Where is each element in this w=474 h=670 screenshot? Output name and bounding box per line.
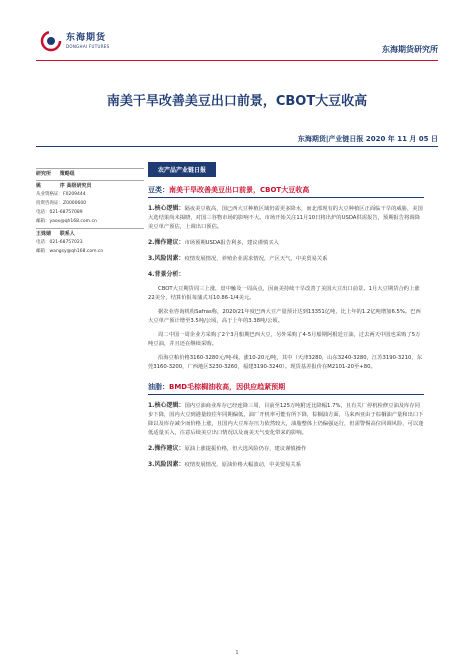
- report-meta: 东海期货|产业链日报 2020 年 11 月 05 日: [297, 135, 438, 143]
- logo-mark-icon: [40, 30, 62, 52]
- header-institute: 东海期货研究所: [382, 45, 438, 54]
- oil-item-2-num: 2.: [148, 445, 155, 452]
- soybean-para-1: CBOT大豆期货周三上涨，盘中触及一周高点，因南美持续干旱改善了美国大豆出口前景。1月大豆期货合约上涨22美分，结算价报每蒲式耳10.86-1/4美元。: [148, 286, 420, 301]
- page-title: 南美干旱改善美豆出口前景，CBOT大豆收高: [106, 94, 368, 109]
- section-oil-title: [148, 382, 424, 395]
- section-soybean-prefix: 豆类：: [148, 186, 169, 194]
- soybean-item-1-key: 核心逻辑：: [154, 205, 185, 212]
- oil-item-1-key: 核心逻辑：: [154, 402, 185, 409]
- page-header: [22, 30, 452, 58]
- author-sidebar: [36, 166, 144, 256]
- researcher-1-row: [36, 180, 144, 190]
- oil-item-3-key: 风险因素：: [154, 461, 185, 468]
- soybean-para-4: 沿海豆粕价格3160-3280元/吨-线，涨10-20元/吨，其中（天津3280，山东3240-3280，江苏3190-3210，东莞3160-3200，广西地区3230-3260，福建3190-3240）。现货基差报价在M2101-20至+80。: [148, 355, 422, 370]
- meta-divider: [36, 146, 438, 147]
- dept-row: [36, 168, 144, 178]
- soybean-core-logic: [148, 204, 424, 232]
- report-tag: 农产品产业链日报: [148, 162, 216, 177]
- researcher-1-phone: 电话：021-68757089: [36, 210, 83, 215]
- section-oil-heading: BMD毛棕榈油收高，因供应趋紧预期: [169, 383, 286, 391]
- header-divider: [36, 60, 438, 61]
- soybean-item-2-text: 市场预期USDA报告利多，建议谨慎买入: [184, 240, 279, 246]
- soybean-item-2-key: 操作建议：: [154, 239, 185, 246]
- logo-en-text: DONGHAI FUTURES: [66, 43, 110, 49]
- soybean-item-4-num: 4.: [148, 271, 155, 278]
- section-oil-prefix: 油脂：: [148, 383, 169, 391]
- researcher-1-email[interactable]: 邮箱：yaox@qh168.com.cn: [36, 219, 97, 224]
- soybean-advice: [148, 238, 424, 248]
- oil-advice: [148, 444, 424, 454]
- researcher-1-role: 序 高级研究员: [59, 183, 92, 189]
- dept-value: 策略组: [59, 171, 75, 177]
- soybean-background: [148, 270, 424, 280]
- section-soybean-heading: 南美干旱改善美豆出口前景，CBOT大豆收高: [169, 186, 310, 194]
- soybean-risk: [148, 254, 424, 264]
- logo-cn-text: 东海期货: [66, 32, 107, 43]
- page-number: 1: [235, 650, 239, 656]
- main-content: [148, 162, 424, 470]
- soybean-item-2-num: 2.: [148, 239, 155, 246]
- researcher-1-name: 姚: [36, 183, 42, 189]
- researcher-2-name: 王姝婧: [36, 231, 52, 237]
- section-soybean-title: [148, 185, 424, 198]
- researcher-1-advisor: 投资咨询证：Z0000600: [36, 201, 87, 206]
- oil-risk: [148, 460, 424, 470]
- oil-core-logic: [148, 401, 424, 438]
- researcher-2-role: 联系人: [59, 231, 75, 237]
- soybean-item-3-key: 风险因素：: [154, 255, 185, 262]
- soybean-para-3: 周二中国一周企业方采购了2个3月船期巴西大豆，另外采购了4-5月船期阿根廷豆油，过去两天中国也采购了5万吨豆油，并且还在继续采购。: [148, 332, 421, 347]
- researcher-2-row: [36, 228, 144, 238]
- oil-item-3-num: 3.: [148, 461, 155, 468]
- soybean-item-1-text: 隔夜美豆收高，国已西大豆种植区域仍需更多降水，而北部现有的大豆种植区正面临干旱的威胁，美国大选结果尚未揭晓，对国三谷物市场的影响不大。市场开始关注11月10日将出炉的USDA供需报告，预期报告将调降美豆单产预估，上调出口预估。: [148, 206, 423, 230]
- soybean-item-3-text: 疫情发展情况，养殖企业需求情况，产区天气，中美贸易关系: [184, 256, 328, 262]
- oil-item-3-text: 疫情发展情况，原油价格大幅波动，中美贸易关系: [184, 462, 302, 468]
- soybean-item-3-num: 3.: [148, 255, 155, 262]
- oil-item-2-key: 操作建议：: [154, 445, 185, 452]
- oil-item-1-text: 国内豆油商业库存已经连降三周，目前至125万吨附近比降幅1.7%，且有关厂停机检修豆油及库存同步下降，国内大豆到港量较往年同期偏低，油厂开机率可能有所下降，棕榈油方面，马来西亚由于棕榈油产量和出口下降以及库存减少而价格上涨，且国内大豆库存压力依然较大，油脂整体上仍偏强运行，但需警惕高位回调风险，可以逢低适量买入，注意后续美豆出口情况以及南美天气变化带来的影响。: [148, 403, 424, 436]
- researcher-1-cert: 从业资格证：F0209444: [36, 192, 86, 197]
- soybean-item-4-key: 背景分析：: [154, 271, 185, 278]
- dept-label: 研究所: [36, 171, 52, 177]
- researcher-2-email[interactable]: 邮箱：wangsy@qh168.com.cn: [36, 249, 104, 254]
- oil-item-1-num: 1.: [148, 402, 155, 409]
- soybean-para-2: 据农业咨询机构Safras称，2020/21年度巴西大豆产量预计达到13351亿吨，比上年的1.2亿吨增加6.5%。巴西大豆单产预计增至3.5吨/公顷，高于上年的3.38吨/公顷。: [148, 309, 421, 324]
- researcher-2-phone: 电话：021-68757023: [36, 240, 83, 245]
- oil-item-2-text: 原油上涨提振价格，但大选风险仍存，建议谨慎操作: [184, 446, 307, 452]
- soybean-item-1-num: 1.: [148, 205, 155, 212]
- company-logo: [40, 30, 109, 52]
